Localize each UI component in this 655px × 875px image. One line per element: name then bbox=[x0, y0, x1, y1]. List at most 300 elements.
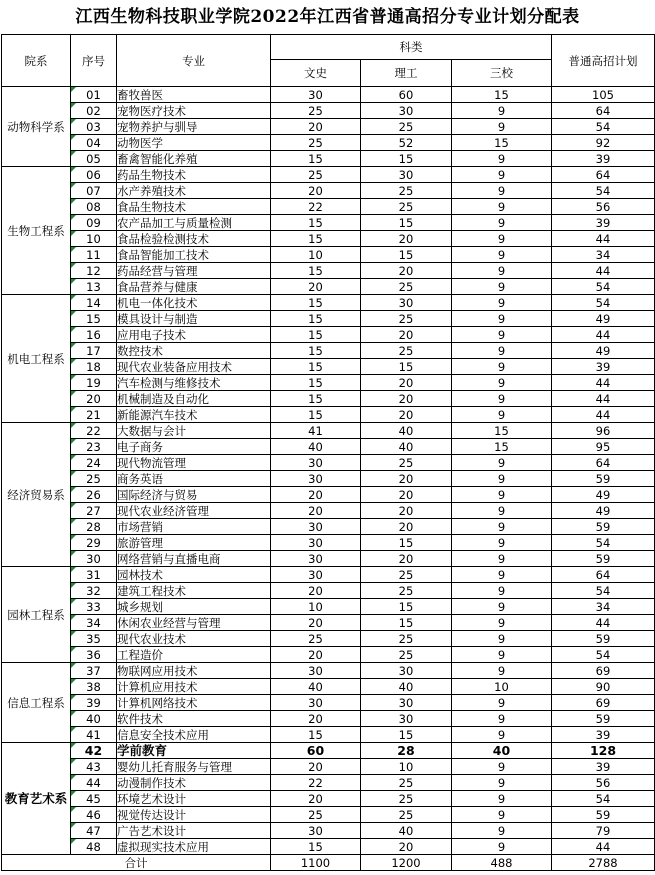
department-name: 动物科学系 bbox=[2, 87, 71, 167]
major-name: 模具设计与制造 bbox=[117, 311, 271, 327]
ligong-count: 20 bbox=[361, 471, 452, 487]
table-row bbox=[2, 183, 655, 199]
major-name: 广告艺术设计 bbox=[117, 823, 271, 839]
sanxiao-count: 9 bbox=[452, 775, 552, 791]
sanxiao-count: 9 bbox=[452, 231, 552, 247]
wenshi-count: 30 bbox=[271, 663, 361, 679]
plan-total: 54 bbox=[552, 583, 655, 599]
plan-total: 59 bbox=[552, 471, 655, 487]
table-row bbox=[2, 599, 655, 615]
row-number: 45 bbox=[71, 791, 117, 807]
sanxiao-count: 9 bbox=[452, 647, 552, 663]
row-number: 03 bbox=[71, 119, 117, 135]
department-name: 园林工程系 bbox=[2, 567, 71, 663]
table-row bbox=[2, 663, 655, 679]
plan-total: 105 bbox=[552, 87, 655, 103]
wenshi-count: 20 bbox=[271, 647, 361, 663]
sanxiao-count: 9 bbox=[452, 807, 552, 823]
major-name: 现代农业技术 bbox=[117, 631, 271, 647]
sanxiao-count: 9 bbox=[452, 455, 552, 471]
plan-total: 59 bbox=[552, 807, 655, 823]
sanxiao-count: 15 bbox=[452, 87, 552, 103]
row-number: 41 bbox=[71, 727, 117, 743]
ligong-count: 28 bbox=[361, 743, 452, 759]
header-category: 科类 bbox=[271, 35, 552, 60]
ligong-count: 15 bbox=[361, 215, 452, 231]
totals-ligong: 1200 bbox=[361, 855, 452, 871]
sanxiao-count: 9 bbox=[452, 791, 552, 807]
table-row bbox=[2, 807, 655, 823]
plan-total: 54 bbox=[552, 279, 655, 295]
sanxiao-count: 9 bbox=[452, 727, 552, 743]
sanxiao-count: 9 bbox=[452, 631, 552, 647]
ligong-count: 20 bbox=[361, 327, 452, 343]
row-number: 29 bbox=[71, 535, 117, 551]
major-name: 工程造价 bbox=[117, 647, 271, 663]
table-row bbox=[2, 295, 655, 311]
row-number: 10 bbox=[71, 231, 117, 247]
ligong-count: 15 bbox=[361, 615, 452, 631]
wenshi-count: 20 bbox=[271, 759, 361, 775]
table-row bbox=[2, 151, 655, 167]
row-number: 37 bbox=[71, 663, 117, 679]
row-number: 06 bbox=[71, 167, 117, 183]
sanxiao-count: 9 bbox=[452, 535, 552, 551]
sanxiao-count: 9 bbox=[452, 567, 552, 583]
wenshi-count: 25 bbox=[271, 103, 361, 119]
row-number: 20 bbox=[71, 391, 117, 407]
sanxiao-count: 9 bbox=[452, 711, 552, 727]
plan-total: 44 bbox=[552, 391, 655, 407]
plan-total: 69 bbox=[552, 695, 655, 711]
major-name: 信息安全技术应用 bbox=[117, 727, 271, 743]
major-name: 动物医学 bbox=[117, 135, 271, 151]
ligong-count: 30 bbox=[361, 711, 452, 727]
totals-label: 合计 bbox=[2, 855, 271, 871]
plan-total: 54 bbox=[552, 791, 655, 807]
plan-total: 39 bbox=[552, 759, 655, 775]
ligong-count: 20 bbox=[361, 503, 452, 519]
row-number: 33 bbox=[71, 599, 117, 615]
ligong-count: 30 bbox=[361, 103, 452, 119]
ligong-count: 25 bbox=[361, 119, 452, 135]
table-row bbox=[2, 551, 655, 567]
row-number: 18 bbox=[71, 359, 117, 375]
plan-total: 90 bbox=[552, 679, 655, 695]
table-row bbox=[2, 311, 655, 327]
ligong-count: 30 bbox=[361, 167, 452, 183]
ligong-count: 60 bbox=[361, 87, 452, 103]
wenshi-count: 30 bbox=[271, 455, 361, 471]
plan-total: 54 bbox=[552, 647, 655, 663]
totals-sanxiao: 488 bbox=[452, 855, 552, 871]
row-number: 09 bbox=[71, 215, 117, 231]
table-row bbox=[2, 375, 655, 391]
sanxiao-count: 10 bbox=[452, 679, 552, 695]
major-name: 食品营养与健康 bbox=[117, 279, 271, 295]
plan-total: 34 bbox=[552, 247, 655, 263]
ligong-count: 25 bbox=[361, 455, 452, 471]
plan-total: 64 bbox=[552, 567, 655, 583]
major-name: 休闲农业经营与管理 bbox=[117, 615, 271, 631]
sanxiao-count: 9 bbox=[452, 839, 552, 855]
sanxiao-count: 15 bbox=[452, 439, 552, 455]
major-name: 宠物医疗技术 bbox=[117, 103, 271, 119]
row-number: 39 bbox=[71, 695, 117, 711]
plan-total: 49 bbox=[552, 503, 655, 519]
major-name: 水产养殖技术 bbox=[117, 183, 271, 199]
ligong-count: 40 bbox=[361, 423, 452, 439]
table-row bbox=[2, 503, 655, 519]
ligong-count: 20 bbox=[361, 231, 452, 247]
row-number: 04 bbox=[71, 135, 117, 151]
ligong-count: 25 bbox=[361, 199, 452, 215]
wenshi-count: 15 bbox=[271, 311, 361, 327]
plan-total: 44 bbox=[552, 231, 655, 247]
major-name: 食品检验检测技术 bbox=[117, 231, 271, 247]
plan-total: 44 bbox=[552, 263, 655, 279]
plan-total: 44 bbox=[552, 375, 655, 391]
table-row bbox=[2, 247, 655, 263]
table-row bbox=[2, 215, 655, 231]
ligong-count: 15 bbox=[361, 727, 452, 743]
wenshi-count: 20 bbox=[271, 183, 361, 199]
plan-total: 49 bbox=[552, 343, 655, 359]
row-number: 22 bbox=[71, 423, 117, 439]
department-name: 教育艺术系 bbox=[2, 743, 71, 855]
plan-total: 59 bbox=[552, 711, 655, 727]
wenshi-count: 15 bbox=[271, 391, 361, 407]
row-number: 02 bbox=[71, 103, 117, 119]
wenshi-count: 15 bbox=[271, 359, 361, 375]
table-row bbox=[2, 839, 655, 855]
sanxiao-count: 9 bbox=[452, 119, 552, 135]
row-number: 14 bbox=[71, 295, 117, 311]
plan-total: 95 bbox=[552, 439, 655, 455]
table-row bbox=[2, 119, 655, 135]
enrollment-plan-table bbox=[1, 34, 655, 871]
wenshi-count: 15 bbox=[271, 327, 361, 343]
row-number: 27 bbox=[71, 503, 117, 519]
ligong-count: 20 bbox=[361, 391, 452, 407]
table-row bbox=[2, 727, 655, 743]
plan-total: 39 bbox=[552, 215, 655, 231]
department-name: 生物工程系 bbox=[2, 167, 71, 295]
major-name: 城乡规划 bbox=[117, 599, 271, 615]
plan-total: 64 bbox=[552, 455, 655, 471]
row-number: 30 bbox=[71, 551, 117, 567]
row-number: 25 bbox=[71, 471, 117, 487]
ligong-count: 25 bbox=[361, 567, 452, 583]
ligong-count: 25 bbox=[361, 791, 452, 807]
sanxiao-count: 15 bbox=[452, 135, 552, 151]
wenshi-count: 20 bbox=[271, 711, 361, 727]
sanxiao-count: 9 bbox=[452, 503, 552, 519]
table-row bbox=[2, 583, 655, 599]
sanxiao-count: 9 bbox=[452, 343, 552, 359]
major-name: 药品经营与管理 bbox=[117, 263, 271, 279]
ligong-count: 20 bbox=[361, 263, 452, 279]
sanxiao-count: 9 bbox=[452, 215, 552, 231]
sanxiao-count: 9 bbox=[452, 183, 552, 199]
wenshi-count: 25 bbox=[271, 807, 361, 823]
major-name: 商务英语 bbox=[117, 471, 271, 487]
table-row bbox=[2, 455, 655, 471]
ligong-count: 52 bbox=[361, 135, 452, 151]
row-number: 08 bbox=[71, 199, 117, 215]
sanxiao-count: 9 bbox=[452, 759, 552, 775]
row-number: 46 bbox=[71, 807, 117, 823]
plan-total: 59 bbox=[552, 551, 655, 567]
major-name: 数控技术 bbox=[117, 343, 271, 359]
ligong-count: 25 bbox=[361, 583, 452, 599]
plan-total: 56 bbox=[552, 775, 655, 791]
wenshi-count: 15 bbox=[271, 375, 361, 391]
major-name: 视觉传达设计 bbox=[117, 807, 271, 823]
wenshi-count: 20 bbox=[271, 119, 361, 135]
table-row bbox=[2, 567, 655, 583]
row-number: 34 bbox=[71, 615, 117, 631]
major-name: 旅游管理 bbox=[117, 535, 271, 551]
major-name: 宠物养护与驯导 bbox=[117, 119, 271, 135]
row-number: 42 bbox=[71, 743, 117, 759]
table-row bbox=[2, 615, 655, 631]
row-number: 35 bbox=[71, 631, 117, 647]
ligong-count: 25 bbox=[361, 311, 452, 327]
plan-total: 34 bbox=[552, 599, 655, 615]
table-row bbox=[2, 519, 655, 535]
plan-total: 69 bbox=[552, 663, 655, 679]
ligong-count: 20 bbox=[361, 487, 452, 503]
major-name: 农产品加工与质量检测 bbox=[117, 215, 271, 231]
plan-total: 44 bbox=[552, 615, 655, 631]
plan-total: 56 bbox=[552, 199, 655, 215]
plan-total: 64 bbox=[552, 167, 655, 183]
ligong-count: 40 bbox=[361, 823, 452, 839]
row-number: 15 bbox=[71, 311, 117, 327]
wenshi-count: 41 bbox=[271, 423, 361, 439]
wenshi-count: 20 bbox=[271, 503, 361, 519]
row-number: 43 bbox=[71, 759, 117, 775]
major-name: 现代农业装备应用技术 bbox=[117, 359, 271, 375]
wenshi-count: 30 bbox=[271, 551, 361, 567]
row-number: 19 bbox=[71, 375, 117, 391]
table-row bbox=[2, 263, 655, 279]
major-name: 婴幼儿托育服务与管理 bbox=[117, 759, 271, 775]
wenshi-count: 20 bbox=[271, 487, 361, 503]
row-number: 05 bbox=[71, 151, 117, 167]
table-row bbox=[2, 135, 655, 151]
wenshi-count: 22 bbox=[271, 775, 361, 791]
plan-total: 96 bbox=[552, 423, 655, 439]
row-number: 13 bbox=[71, 279, 117, 295]
ligong-count: 25 bbox=[361, 183, 452, 199]
table-row bbox=[2, 535, 655, 551]
sanxiao-count: 9 bbox=[452, 615, 552, 631]
table-row bbox=[2, 439, 655, 455]
major-name: 新能源汽车技术 bbox=[117, 407, 271, 423]
wenshi-count: 22 bbox=[271, 199, 361, 215]
sanxiao-count: 9 bbox=[452, 471, 552, 487]
sanxiao-count: 9 bbox=[452, 695, 552, 711]
ligong-count: 20 bbox=[361, 519, 452, 535]
row-number: 01 bbox=[71, 87, 117, 103]
table-row bbox=[2, 823, 655, 839]
ligong-count: 20 bbox=[361, 551, 452, 567]
plan-total: 128 bbox=[552, 743, 655, 759]
sanxiao-count: 9 bbox=[452, 167, 552, 183]
ligong-count: 10 bbox=[361, 759, 452, 775]
plan-total: 49 bbox=[552, 311, 655, 327]
wenshi-count: 20 bbox=[271, 279, 361, 295]
major-name: 国际经济与贸易 bbox=[117, 487, 271, 503]
major-name: 机械制造及自动化 bbox=[117, 391, 271, 407]
department-name: 信息工程系 bbox=[2, 663, 71, 743]
major-name: 畜禽智能化养殖 bbox=[117, 151, 271, 167]
plan-total: 92 bbox=[552, 135, 655, 151]
table-row bbox=[2, 791, 655, 807]
wenshi-count: 30 bbox=[271, 535, 361, 551]
ligong-count: 15 bbox=[361, 359, 452, 375]
sanxiao-count: 9 bbox=[452, 407, 552, 423]
department-name: 机电工程系 bbox=[2, 295, 71, 423]
major-name: 汽车检测与维修技术 bbox=[117, 375, 271, 391]
major-name: 市场营销 bbox=[117, 519, 271, 535]
sanxiao-count: 40 bbox=[452, 743, 552, 759]
plan-total: 39 bbox=[552, 151, 655, 167]
row-number: 38 bbox=[71, 679, 117, 695]
table-row bbox=[2, 743, 655, 759]
major-name: 园林技术 bbox=[117, 567, 271, 583]
sanxiao-count: 9 bbox=[452, 311, 552, 327]
row-number: 48 bbox=[71, 839, 117, 855]
table-row bbox=[2, 471, 655, 487]
major-name: 机电一体化技术 bbox=[117, 295, 271, 311]
ligong-count: 15 bbox=[361, 247, 452, 263]
wenshi-count: 60 bbox=[271, 743, 361, 759]
table-row bbox=[2, 647, 655, 663]
wenshi-count: 30 bbox=[271, 695, 361, 711]
plan-total: 64 bbox=[552, 103, 655, 119]
wenshi-count: 20 bbox=[271, 791, 361, 807]
table-row bbox=[2, 695, 655, 711]
table-row bbox=[2, 407, 655, 423]
sanxiao-count: 9 bbox=[452, 375, 552, 391]
row-number: 36 bbox=[71, 647, 117, 663]
major-name: 环境艺术设计 bbox=[117, 791, 271, 807]
ligong-count: 25 bbox=[361, 279, 452, 295]
plan-total: 49 bbox=[552, 487, 655, 503]
row-number: 11 bbox=[71, 247, 117, 263]
ligong-count: 25 bbox=[361, 807, 452, 823]
wenshi-count: 15 bbox=[271, 215, 361, 231]
wenshi-count: 15 bbox=[271, 231, 361, 247]
plan-total: 54 bbox=[552, 119, 655, 135]
row-number: 17 bbox=[71, 343, 117, 359]
wenshi-count: 25 bbox=[271, 631, 361, 647]
plan-total: 79 bbox=[552, 823, 655, 839]
table-row bbox=[2, 343, 655, 359]
sanxiao-count: 9 bbox=[452, 103, 552, 119]
wenshi-count: 15 bbox=[271, 295, 361, 311]
wenshi-count: 20 bbox=[271, 583, 361, 599]
sanxiao-count: 9 bbox=[452, 263, 552, 279]
wenshi-count: 25 bbox=[271, 167, 361, 183]
header-ligong: 理工 bbox=[361, 60, 452, 87]
sanxiao-count: 9 bbox=[452, 823, 552, 839]
ligong-count: 30 bbox=[361, 663, 452, 679]
plan-total: 59 bbox=[552, 631, 655, 647]
major-name: 软件技术 bbox=[117, 711, 271, 727]
sanxiao-count: 9 bbox=[452, 487, 552, 503]
wenshi-count: 30 bbox=[271, 823, 361, 839]
row-number: 40 bbox=[71, 711, 117, 727]
sanxiao-count: 9 bbox=[452, 247, 552, 263]
table-row bbox=[2, 487, 655, 503]
row-number: 16 bbox=[71, 327, 117, 343]
wenshi-count: 15 bbox=[271, 343, 361, 359]
wenshi-count: 40 bbox=[271, 679, 361, 695]
row-number: 21 bbox=[71, 407, 117, 423]
major-name: 计算机应用技术 bbox=[117, 679, 271, 695]
header-dept: 院系 bbox=[2, 35, 71, 87]
table-row bbox=[2, 87, 655, 103]
major-name: 大数据与会计 bbox=[117, 423, 271, 439]
plan-total: 54 bbox=[552, 183, 655, 199]
header-wenshi: 文史 bbox=[271, 60, 361, 87]
major-name: 药品生物技术 bbox=[117, 167, 271, 183]
major-name: 电子商务 bbox=[117, 439, 271, 455]
table-row bbox=[2, 679, 655, 695]
row-number: 12 bbox=[71, 263, 117, 279]
header-sanxiao: 三校 bbox=[452, 60, 552, 87]
major-name: 建筑工程技术 bbox=[117, 583, 271, 599]
sanxiao-count: 9 bbox=[452, 663, 552, 679]
major-name: 虚拟现实技术应用 bbox=[117, 839, 271, 855]
totals-row bbox=[2, 855, 655, 871]
sanxiao-count: 9 bbox=[452, 295, 552, 311]
plan-total: 54 bbox=[552, 295, 655, 311]
ligong-count: 40 bbox=[361, 679, 452, 695]
table-row bbox=[2, 279, 655, 295]
table-row bbox=[2, 711, 655, 727]
major-name: 计算机网络技术 bbox=[117, 695, 271, 711]
wenshi-count: 20 bbox=[271, 615, 361, 631]
wenshi-count: 40 bbox=[271, 439, 361, 455]
table-row bbox=[2, 167, 655, 183]
ligong-count: 25 bbox=[361, 343, 452, 359]
plan-total: 54 bbox=[552, 535, 655, 551]
sanxiao-count: 9 bbox=[452, 327, 552, 343]
ligong-count: 25 bbox=[361, 631, 452, 647]
wenshi-count: 15 bbox=[271, 839, 361, 855]
row-number: 28 bbox=[71, 519, 117, 535]
major-name: 学前教育 bbox=[117, 743, 271, 759]
sanxiao-count: 9 bbox=[452, 599, 552, 615]
wenshi-count: 30 bbox=[271, 87, 361, 103]
ligong-count: 30 bbox=[361, 295, 452, 311]
major-name: 物联网应用技术 bbox=[117, 663, 271, 679]
plan-total: 44 bbox=[552, 407, 655, 423]
row-number: 32 bbox=[71, 583, 117, 599]
department-name: 经济贸易系 bbox=[2, 423, 71, 567]
plan-total: 44 bbox=[552, 839, 655, 855]
ligong-count: 25 bbox=[361, 775, 452, 791]
row-number: 24 bbox=[71, 455, 117, 471]
wenshi-count: 25 bbox=[271, 135, 361, 151]
header-total: 普通高招计划 bbox=[552, 35, 655, 87]
row-number: 44 bbox=[71, 775, 117, 791]
